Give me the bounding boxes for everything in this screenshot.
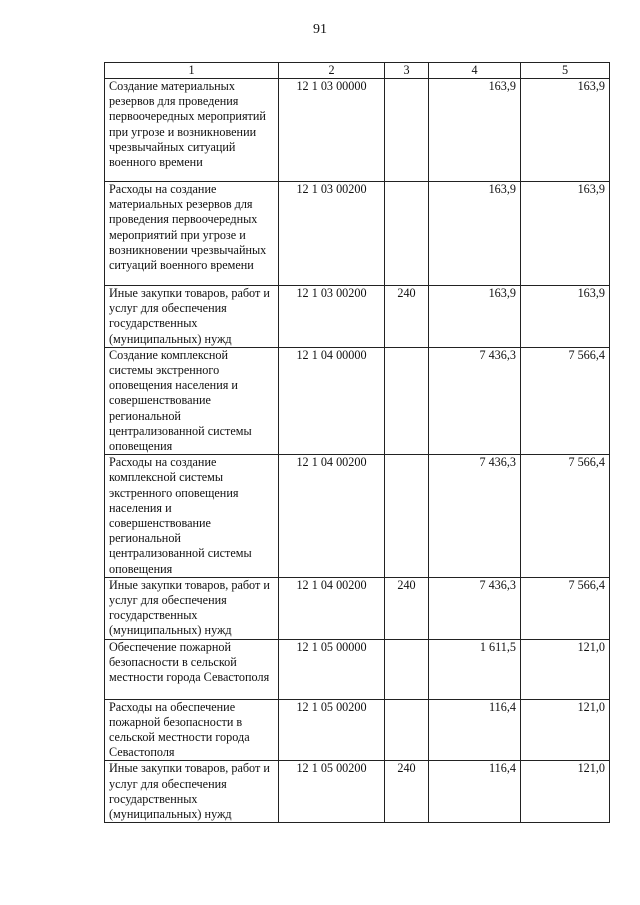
- expense-name-cell: Создание комплексной системы экстренного оповещения населения и совершенствование региональной централизованной системы оповещения: [105, 347, 279, 454]
- amount-col5-cell: 121,0: [521, 761, 610, 823]
- expense-name-cell: Обеспечение пожарной безопасности в сельской местности города Севастополя: [105, 639, 279, 699]
- target-code-cell: 12 1 03 00000: [279, 79, 385, 182]
- column-header-4: 4: [429, 63, 521, 79]
- expense-type-cell: [385, 699, 429, 761]
- amount-col4-cell: 116,4: [429, 761, 521, 823]
- table-body: [105, 79, 610, 823]
- expense-name-cell: Расходы на обеспечение пожарной безопасности в сельской местности города Севастополя: [105, 699, 279, 761]
- target-code-cell: 12 1 04 00200: [279, 577, 385, 639]
- target-code-cell: 12 1 05 00200: [279, 761, 385, 823]
- table-row: [105, 699, 610, 761]
- amount-col4-cell: 7 436,3: [429, 455, 521, 578]
- column-header-5: 5: [521, 63, 610, 79]
- expense-type-cell: [385, 79, 429, 182]
- table-row: [105, 577, 610, 639]
- table-row: [105, 639, 610, 699]
- expense-type-cell: [385, 639, 429, 699]
- amount-col5-cell: 163,9: [521, 182, 610, 286]
- target-code-cell: 12 1 04 00200: [279, 455, 385, 578]
- expense-type-cell: 240: [385, 577, 429, 639]
- amount-col4-cell: 163,9: [429, 182, 521, 286]
- amount-col5-cell: 121,0: [521, 639, 610, 699]
- expense-type-cell: 240: [385, 286, 429, 348]
- amount-col5-cell: 7 566,4: [521, 455, 610, 578]
- amount-col4-cell: 163,9: [429, 286, 521, 348]
- expense-name-cell: Иные закупки товаров, работ и услуг для обеспечения государственных (муниципальных) нужд: [105, 286, 279, 348]
- table-row: [105, 182, 610, 286]
- amount-col5-cell: 7 566,4: [521, 577, 610, 639]
- header-row: [105, 63, 610, 79]
- amount-col4-cell: 7 436,3: [429, 347, 521, 454]
- target-code-cell: 12 1 03 00200: [279, 182, 385, 286]
- page-number: 91: [313, 22, 327, 37]
- column-header-1: 1: [105, 63, 279, 79]
- amount-col5-cell: 163,9: [521, 286, 610, 348]
- expense-type-cell: 240: [385, 761, 429, 823]
- table-row: [105, 455, 610, 578]
- target-code-cell: 12 1 04 00000: [279, 347, 385, 454]
- table-row: [105, 761, 610, 823]
- table-row: [105, 286, 610, 348]
- amount-col5-cell: 121,0: [521, 699, 610, 761]
- amount-col4-cell: 1 611,5: [429, 639, 521, 699]
- expense-type-cell: [385, 182, 429, 286]
- expense-name-cell: Расходы на создание комплексной системы экстренного оповещения населения и совершенствование региональной централизованной системы оповещения: [105, 455, 279, 578]
- column-header-2: 2: [279, 63, 385, 79]
- amount-col4-cell: 7 436,3: [429, 577, 521, 639]
- target-code-cell: 12 1 03 00200: [279, 286, 385, 348]
- target-code-cell: 12 1 05 00200: [279, 699, 385, 761]
- expense-name-cell: Создание материальных резервов для проведения первоочередных мероприятий при угрозе и возникновении чрезвычайных ситуаций военного времени: [105, 79, 279, 182]
- expense-name-cell: Иные закупки товаров, работ и услуг для обеспечения государственных (муниципальных) нужд: [105, 761, 279, 823]
- expense-type-cell: [385, 455, 429, 578]
- amount-col4-cell: 163,9: [429, 79, 521, 182]
- amount-col5-cell: 7 566,4: [521, 347, 610, 454]
- expense-type-cell: [385, 347, 429, 454]
- expense-name-cell: Иные закупки товаров, работ и услуг для обеспечения государственных (муниципальных) нужд: [105, 577, 279, 639]
- column-header-3: 3: [385, 63, 429, 79]
- amount-col4-cell: 116,4: [429, 699, 521, 761]
- expense-name-cell: Расходы на создание материальных резервов для проведения первоочередных мероприятий при угрозе и возникновении чрезвычайных ситуаций военного времени: [105, 182, 279, 286]
- table-row: [105, 79, 610, 182]
- target-code-cell: 12 1 05 00000: [279, 639, 385, 699]
- amount-col5-cell: 163,9: [521, 79, 610, 182]
- budget-table: [104, 62, 610, 823]
- table-row: [105, 347, 610, 454]
